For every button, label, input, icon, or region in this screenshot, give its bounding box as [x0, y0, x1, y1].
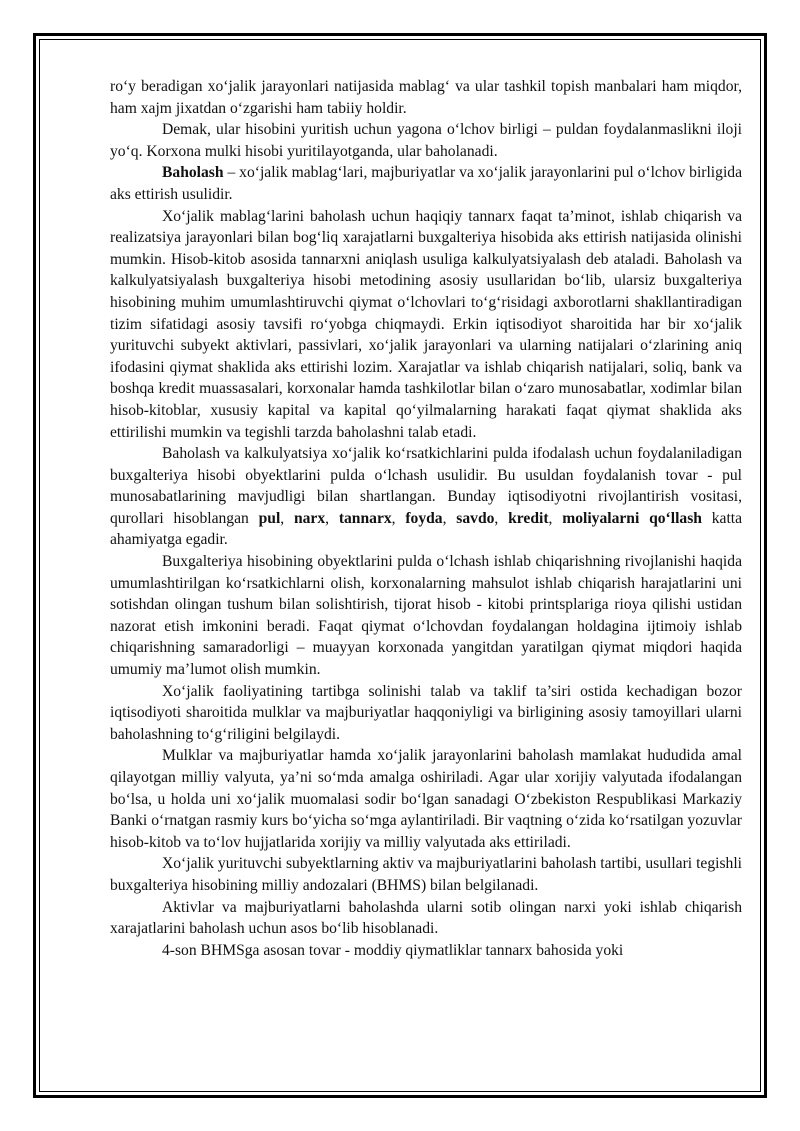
term-tannarx: tannarx	[338, 509, 392, 527]
term-foyda: foyda	[405, 509, 443, 527]
term-kredit: kredit	[508, 509, 549, 527]
paragraph-4: Xo‘jalik mablag‘larini baholash uchun haqiqiy tannarx faqat ta’minot, ishlab chiqarish va realizatsiya jarayonlari bilan bog‘liq xarajatlarni buxgalteriya hisobida aks ettirish natijasida olinishi mumkin. Hisob-kitob asosida tannarxni aniqlash usuliga kalkulyatsiyalash deb ataladi. Baholash va kalkulyatsiyalash buxgalteriya hisobi metodining asosiy usullaridan bo‘lib, ularsiz buxgalteriya hisobining muhim umumlashtiruvchi qiymat o‘lchovlari to‘g‘risidagi axborotlarni shakllantiradigan tizim sifatidagi asosiy tavsifi ro‘yobga chiqmaydi. Erkin iqtisodiyot sharoitida har bir xo‘jalik yurituvchi subyekt aktivlari, passivlari, xo‘jalik jarayonlari va ularning natijalari o‘zlarining aniq ifodasini qiymat shaklida aks ettirishi lozim. Xarajatlar va ishlab chiqarish natijalari, soliq, bank va boshqa kredit muassasalari, korxonalar hamda tashkilotlar bilan o‘zaro munosabatlar, xodimlar bilan hisob-kitoblar, xususiy kapital va kapital qo‘yilmalarning harakati faqat qiymat shaklida aks ettirilishi mumkin va tegishli tarzda baholashni talab etadi.	[110, 207, 742, 441]
term-narx: narx	[293, 509, 326, 527]
term-savdo: savdo	[456, 509, 495, 527]
separator: ,	[442, 509, 457, 527]
paragraph-3	[110, 162, 742, 205]
paragraph-5-end: katta ahamiyatga egadir.	[110, 509, 743, 549]
document-body	[110, 76, 742, 961]
paragraph-6: Buxgalteriya hisobining obyektlarini pulda o‘lchash ishlab chiqarishning rivojlanishi haqida umumlashtirilgan ko‘rsatkichlarni olish, korxonalarning mahsulot ishlab chiqarish harajatlarini uni sotishdan olingan tushum bilan solishtirish, tijorat hisob - kitobi printsplariga rioya qilishi ustidan nazorat etish imkonini beradi. Faqat qiymat o‘lchovdan foydalangan holdagina ijtimoiy ishlab chiqarishning samaradorligi – muayyan korxonada yangitdan yaratilgan qiymat miqdori haqida umumiy ma’lumot olish mumkin.	[110, 553, 742, 679]
separator: ,	[280, 509, 294, 527]
separator: ,	[548, 509, 563, 527]
paragraph-5	[110, 443, 742, 551]
paragraph-7: Xo‘jalik faoliyatining tartibga solinishi talab va taklif ta’siri ostida kechadigan bozor iqtisodiyoti sharoitida mulklar va majburiyatlar haqqoniyligi va birligining asosiy tamoyillari ularni baholashning to‘g‘riligini belgilaydi.	[110, 682, 742, 743]
paragraph-9: Xo‘jalik yurituvchi subyektlarning aktiv va majburiyatlarini baholash tartibi, usullari tegishli buxgalteriya hisobining milliy andozalari (BHMS) bilan belgilanadi.	[110, 855, 742, 894]
separator: ,	[325, 509, 339, 527]
paragraph-1: ro‘y beradigan xo‘jalik jarayonlari natijasida mablag‘ va ular tashkil topish manbalari ham miqdor, ham xajm jixatdan o‘zgarishi ham tabiiy holdir.	[110, 78, 742, 117]
separator: ,	[391, 509, 406, 527]
paragraph-10: Aktivlar va majburiyatlarni baholashda ularni sotib olingan narxi yoki ishlab chiqarish xarajatlarini baholash uchun asos bo‘lib hisoblanadi.	[110, 898, 742, 938]
paragraph-11: 4-son BHMSga asosan tovar - moddiy qiymatliklar tannarx bahosida yoki	[162, 941, 624, 959]
paragraph-8: Mulklar va majburiyatlar hamda xo‘jalik jarayonlarini baholash mamlakat hududida amal qilayotgan milliy valyuta, ya’ni so‘mda amalga oshiriladi. Agar ular xorijiy valyutada ifodalangan bo‘lsa, u holda uni xo‘jalik muomalasi sodir bo‘lgan sanadagi O‘zbekiston Respublikasi Markaziy Banki o‘rnatgan rasmiy kurs bo‘yicha so‘mga aylantiriladi. Bir vaqtning o‘zida ko‘rsatilgan yozuvlar hisob-kitob va to‘lov hujjatlarida xorijiy va milliy valyutada aks ettiriladi.	[110, 747, 742, 851]
term-baholash: Baholash	[162, 164, 224, 182]
paragraph-3-text: – xo‘jalik mablag‘lari, majburiyatlar va xo‘jalik jarayonlarini pul o‘lchov birligida aks ettirish usulidir.	[110, 164, 742, 203]
paragraph-5-text: Baholash va kalkulyatsiya xo‘jalik ko‘rsatkichlarini pulda ifodalash uchun foydalaniladigan buxgalteriya hisobi obyektlarini pulda o‘lchash usulidir. Bu usuldan foydalanish tovar - pul munosabatlarining mavjudligi bilan shartlangan. Bunday iqtisodiyotni rivojlantirish vositasi, qurollari hisoblangan	[110, 445, 742, 527]
paragraph-2: Demak, ular hisobini yuritish uchun yagona o‘lchov birligi – puldan foydalanmaslikni iloji yo‘q. Korxona mulki hisobi yuritilayotganda, ular baholanadi.	[110, 121, 742, 160]
term-moliyalarni-qollash: moliyalarni qo‘llash	[562, 509, 702, 527]
term-pul: pul	[258, 509, 281, 527]
separator: ,	[494, 509, 509, 527]
